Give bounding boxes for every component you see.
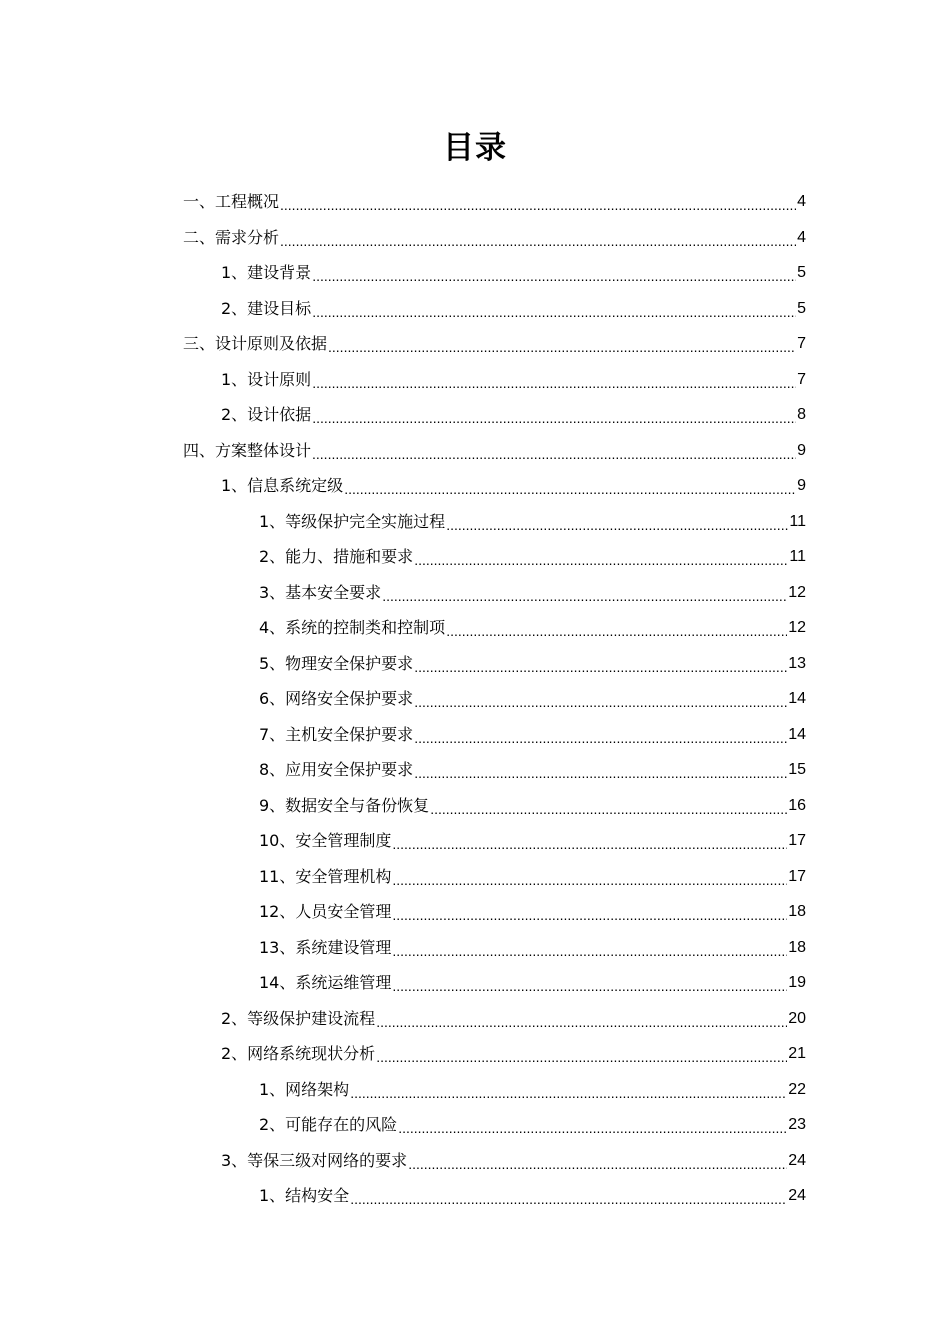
- toc-entry[interactable]: [259, 610, 806, 646]
- toc-entry-page-number: 15: [788, 761, 806, 778]
- toc-dot-leader: [430, 788, 787, 824]
- toc-entry-label: 1、网络架构: [259, 1079, 350, 1099]
- toc-entry[interactable]: [259, 539, 806, 575]
- toc-entry-label: 2、设计依据: [221, 405, 312, 424]
- toc-dot-leader: [446, 610, 787, 646]
- toc-entry-label: 4、系统的控制类和控制项: [259, 618, 446, 637]
- toc-dot-leader: [398, 1107, 787, 1143]
- toc-entry-label: 3、等保三级对网络的要求: [221, 1150, 408, 1170]
- toc-entry-page-number: 8: [797, 406, 806, 423]
- toc-dot-leader: [392, 859, 787, 895]
- toc-dot-leader: [446, 504, 788, 540]
- toc-entry[interactable]: [259, 575, 806, 611]
- toc-entry-page-number: 11: [789, 548, 806, 565]
- toc-entry-page-number: 11: [789, 512, 806, 530]
- toc-entry-label: 7、主机安全保护要求: [259, 724, 414, 744]
- toc-entry-page-number: 5: [797, 299, 806, 317]
- toc-entry-label: 三、设计原则及依据: [183, 334, 328, 353]
- toc-entry-label: 1、等级保护完全实施过程: [259, 511, 446, 531]
- toc-entry-page-number: 13: [788, 654, 806, 672]
- toc-dot-leader: [382, 575, 787, 611]
- toc-entry[interactable]: [259, 504, 806, 540]
- toc-dot-leader: [414, 539, 788, 575]
- toc-dot-leader: [312, 362, 796, 398]
- toc-entry[interactable]: [183, 433, 806, 469]
- toc-entry-label: 2、网络系统现状分析: [221, 1044, 376, 1063]
- toc-entry-page-number: 22: [788, 1080, 806, 1098]
- toc-entry[interactable]: [221, 362, 806, 398]
- toc-entry[interactable]: [221, 1001, 806, 1037]
- toc-dot-leader: [392, 894, 787, 930]
- toc-entry[interactable]: [183, 184, 806, 220]
- toc-entry[interactable]: [259, 894, 806, 930]
- toc-entry-page-number: 7: [797, 335, 806, 352]
- toc-dot-leader: [312, 433, 796, 469]
- toc-entry[interactable]: [221, 1036, 806, 1072]
- toc-dot-leader: [280, 220, 796, 256]
- toc-dot-leader: [344, 468, 796, 504]
- toc-entry-label: 9、数据安全与备份恢复: [259, 795, 430, 815]
- toc-entry[interactable]: [259, 1072, 806, 1108]
- toc-entry-page-number: 4: [797, 228, 806, 246]
- toc-dot-leader: [376, 1001, 787, 1037]
- toc-entry[interactable]: [259, 681, 806, 717]
- toc-entry-label: 8、应用安全保护要求: [259, 760, 414, 779]
- toc-entry-page-number: 20: [788, 1009, 806, 1027]
- toc-entry-page-number: 4: [797, 193, 806, 210]
- toc-dot-leader: [414, 646, 787, 682]
- toc-entry-page-number: 14: [788, 725, 806, 743]
- toc-entry-label: 3、基本安全要求: [259, 582, 382, 602]
- toc-entry-page-number: 9: [797, 477, 806, 494]
- toc-entry-label: 四、方案整体设计: [183, 440, 312, 460]
- toc-dot-leader: [392, 823, 787, 859]
- toc-entry-label: 14、系统运维管理: [259, 973, 392, 992]
- toc-entry-page-number: 18: [788, 938, 806, 956]
- toc-dot-leader: [312, 255, 796, 291]
- toc-entry[interactable]: [259, 930, 806, 966]
- toc-entry-page-number: 16: [788, 796, 806, 814]
- toc-entry[interactable]: [259, 788, 806, 824]
- toc-dot-leader: [414, 752, 787, 788]
- toc-dot-leader: [392, 965, 787, 1001]
- toc-entry[interactable]: [221, 1143, 806, 1179]
- toc-entry[interactable]: [259, 1107, 806, 1143]
- toc-entry-label: 12、人员安全管理: [259, 902, 392, 921]
- toc-entry-page-number: 7: [797, 370, 806, 388]
- toc-entry-label: 13、系统建设管理: [259, 937, 392, 957]
- toc-entry-label: 1、设计原则: [221, 369, 312, 389]
- toc-entry-page-number: 21: [788, 1045, 806, 1062]
- toc-entry-label: 1、信息系统定级: [221, 476, 344, 495]
- toc-entry-label: 10、安全管理制度: [259, 831, 392, 850]
- toc-entry[interactable]: [259, 965, 806, 1001]
- toc-entry-label: 6、网络安全保护要求: [259, 689, 414, 708]
- toc-entry-page-number: 24: [788, 1187, 806, 1204]
- toc-entry[interactable]: [259, 717, 806, 753]
- toc-entry-label: 1、建设背景: [221, 263, 312, 282]
- toc-entry[interactable]: [259, 823, 806, 859]
- toc-entry-page-number: 24: [788, 1151, 806, 1169]
- toc-entry-page-number: 5: [797, 264, 806, 281]
- toc-dot-leader: [414, 717, 787, 753]
- toc-entry[interactable]: [259, 1178, 806, 1214]
- toc-entry-label: 2、可能存在的风险: [259, 1115, 398, 1134]
- toc-entry[interactable]: [259, 752, 806, 788]
- toc-entry-page-number: 17: [788, 867, 806, 885]
- toc-entry-page-number: 23: [788, 1116, 806, 1133]
- toc-entry-label: 2、建设目标: [221, 298, 312, 318]
- toc-entry[interactable]: [183, 220, 806, 256]
- toc-entry-label: 2、能力、措施和要求: [259, 547, 414, 566]
- toc-entry[interactable]: [259, 646, 806, 682]
- toc-entry-page-number: 12: [788, 619, 806, 636]
- toc-entry-page-number: 18: [788, 903, 806, 920]
- toc-dot-leader: [328, 326, 796, 362]
- toc-dot-leader: [414, 681, 787, 717]
- toc-title: 目录: [443, 130, 507, 166]
- toc-entry[interactable]: [221, 255, 806, 291]
- toc-entry-label: 5、物理安全保护要求: [259, 653, 414, 673]
- toc-dot-leader: [350, 1178, 787, 1214]
- toc-entry-page-number: 19: [788, 974, 806, 991]
- toc-entry-label: 11、安全管理机构: [259, 866, 392, 886]
- toc-dot-leader: [392, 930, 787, 966]
- toc-entry-page-number: 17: [788, 832, 806, 849]
- toc-entry-label: 1、结构安全: [259, 1186, 350, 1205]
- toc-entry[interactable]: [221, 397, 806, 433]
- toc-dot-leader: [312, 291, 796, 327]
- toc-entry[interactable]: [183, 326, 806, 362]
- toc-entry-label: 二、需求分析: [183, 227, 280, 247]
- toc-entry-page-number: 14: [788, 690, 806, 707]
- toc-dot-leader: [408, 1143, 787, 1179]
- toc-entry-label: 一、工程概况: [183, 192, 280, 211]
- toc-dot-leader: [350, 1072, 787, 1108]
- toc-entry-page-number: 9: [797, 441, 806, 459]
- toc-entry[interactable]: [259, 859, 806, 895]
- toc-dot-leader: [312, 397, 796, 433]
- toc-dot-leader: [376, 1036, 787, 1072]
- toc-dot-leader: [280, 184, 796, 220]
- toc-entry[interactable]: [221, 468, 806, 504]
- toc-entry-page-number: 12: [788, 583, 806, 601]
- toc-entry-label: 2、等级保护建设流程: [221, 1008, 376, 1028]
- toc-entry[interactable]: [221, 291, 806, 327]
